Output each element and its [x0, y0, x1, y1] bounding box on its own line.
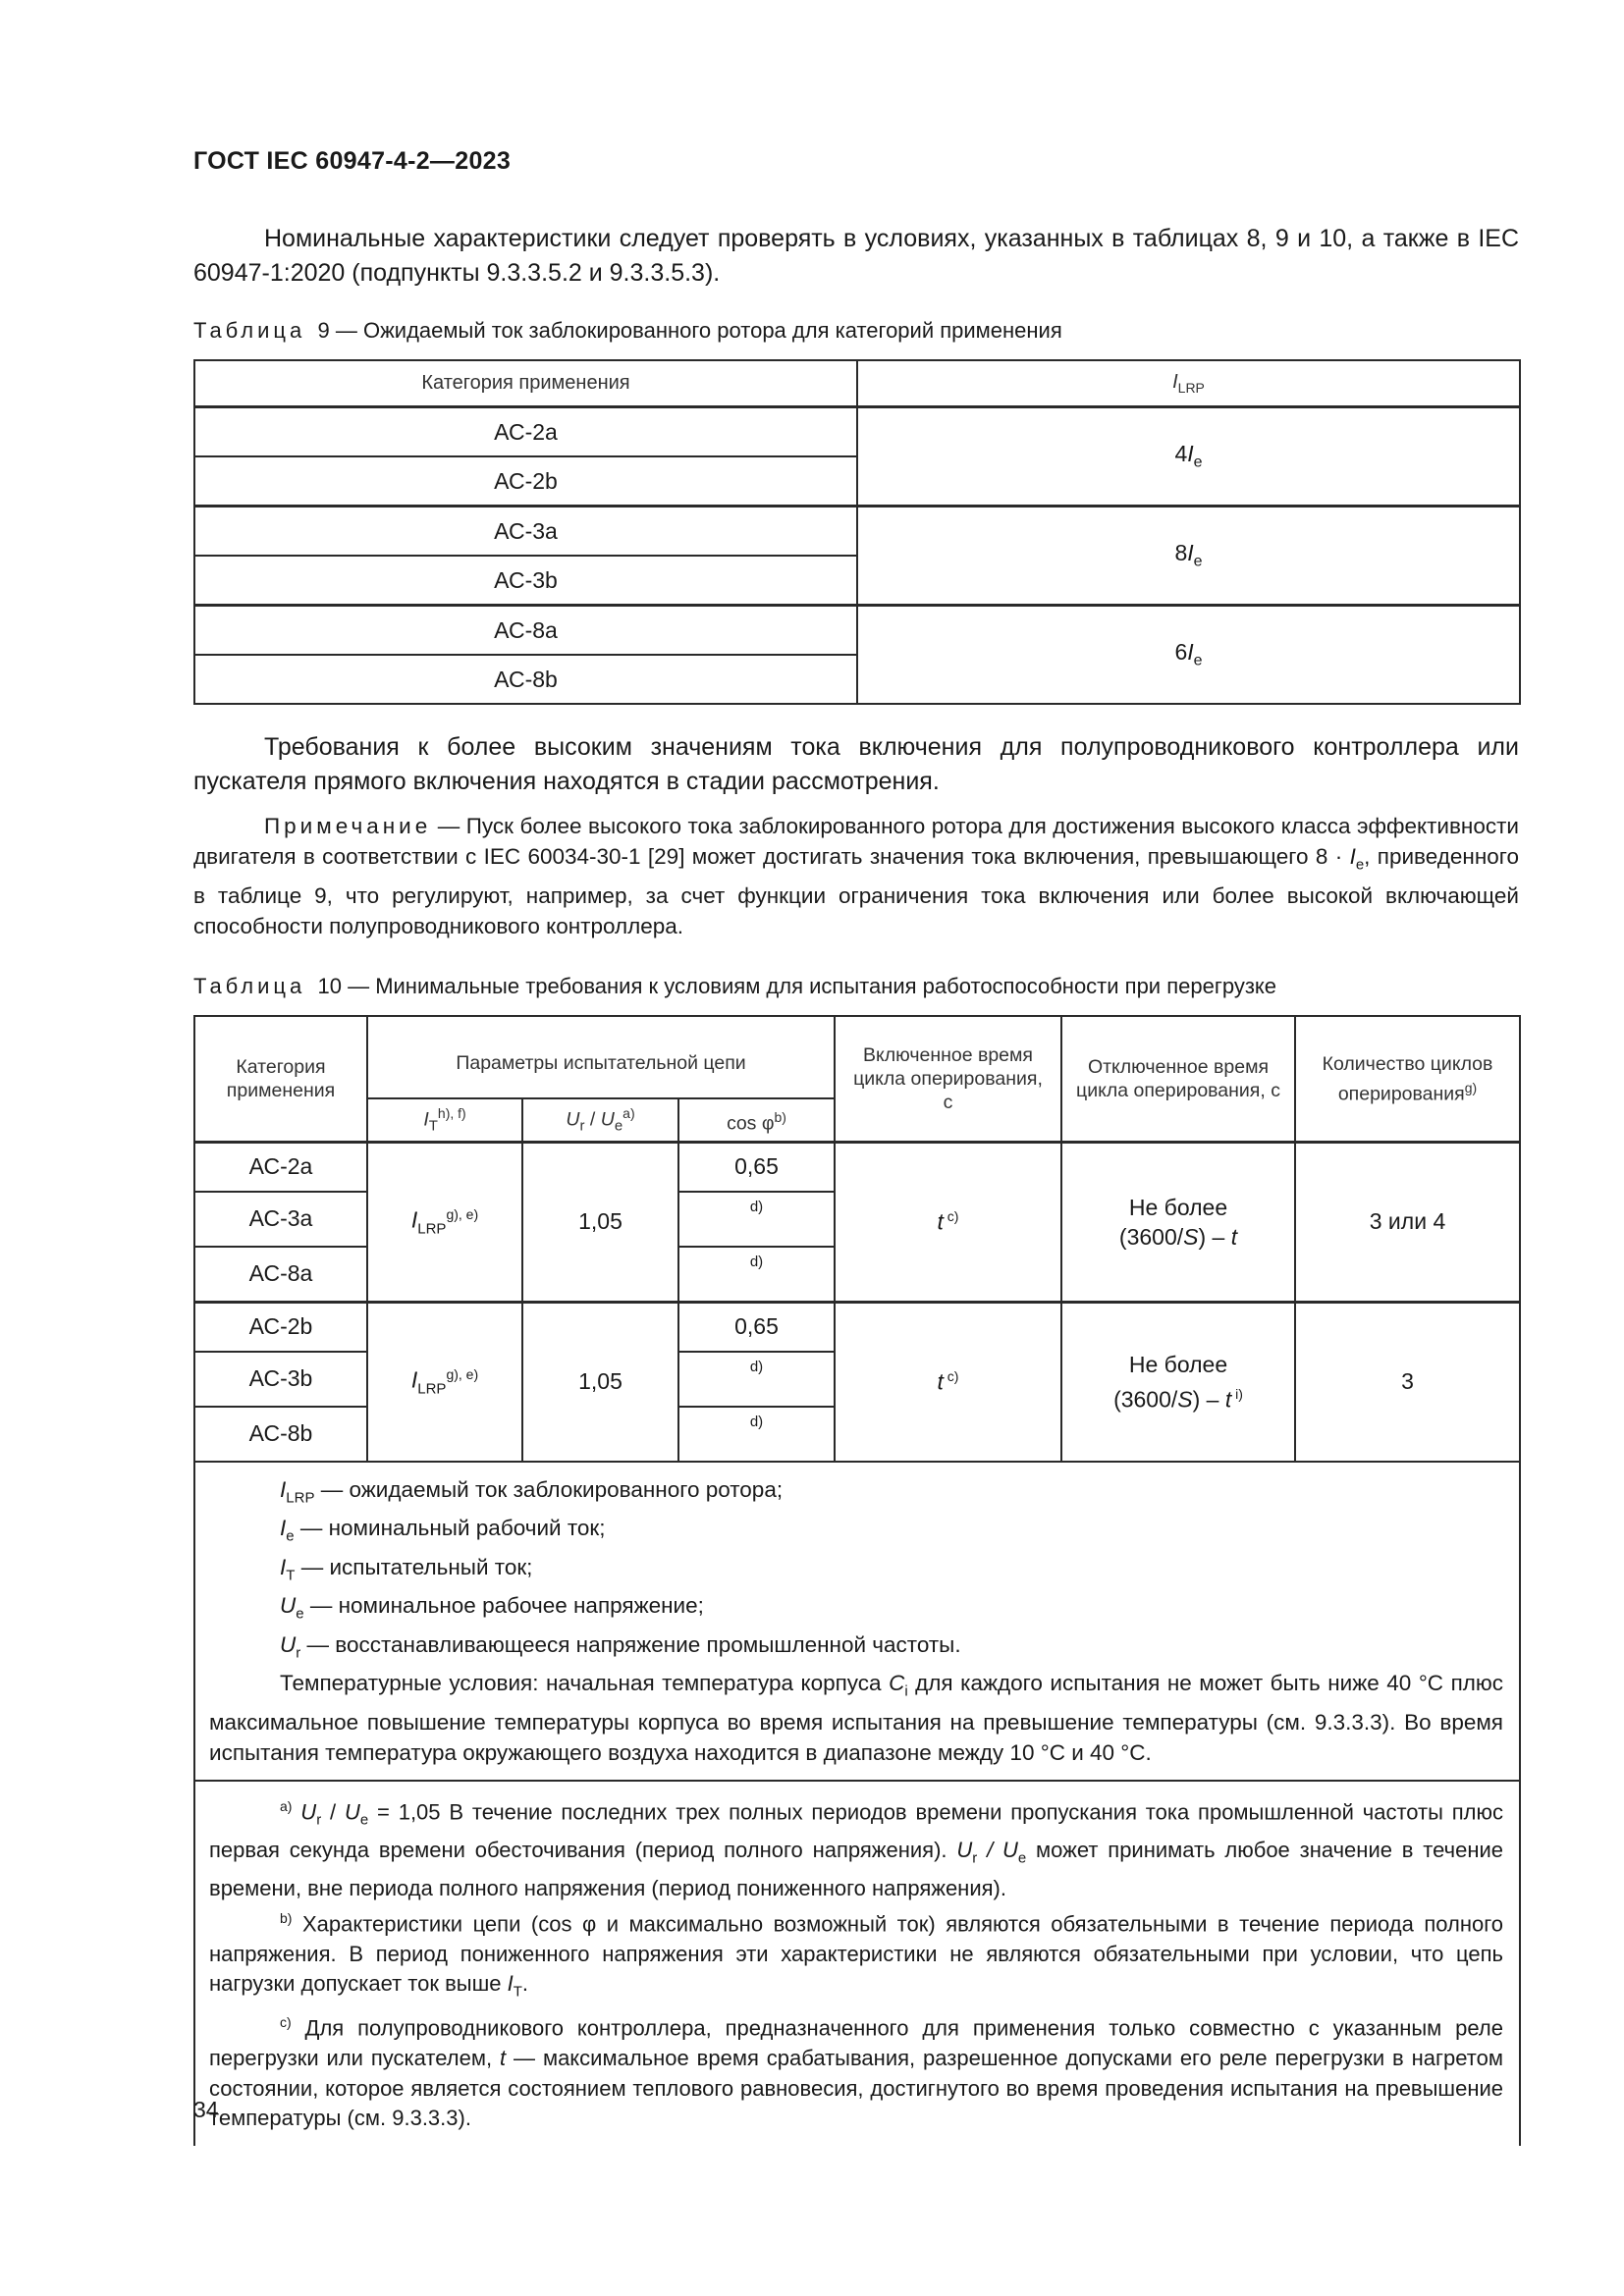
table10-category-cell: АС-8b [194, 1407, 367, 1462]
legend-symbol: U [280, 1593, 297, 1618]
legend-text: — номинальное рабочее напряжение; [303, 1593, 704, 1618]
table10-footnotes-cell [194, 1781, 1520, 2146]
footnote-a [209, 1791, 1503, 1904]
ur-subscript: r [316, 1811, 322, 1829]
temperature-conditions [209, 1668, 1503, 1768]
intro-paragraph-block [193, 222, 1519, 291]
ur-symbol: U [566, 1108, 580, 1131]
table10-header-ratio [522, 1098, 678, 1142]
table10-current-cell [367, 1142, 522, 1302]
requirements-paragraph: Требования к более высоким значениям тока включения для полупроводникового контроллера или пускателя прямого включения находятся в стадии рассмотрения. [193, 733, 1519, 795]
temperature-text-b: для каждого испытания не может быть ниже 40 °С плюс максимальное повышение температуры корпуса во время испытания на превышение температуры (см. 9.3.3.3). Во время испытания температура окружающего воздуха находится в диапазоне между 10 °С и 40 °С. [209, 1671, 1504, 1765]
s-symbol: S [1177, 1386, 1193, 1413]
standard-header: ГОСТ IEC 60947-4-2—2023 [193, 147, 512, 175]
table-row [194, 1302, 1520, 1352]
ur-symbol: U [300, 1798, 317, 1824]
table10-header-params: Параметры испытательной цепи [367, 1016, 835, 1098]
current-subscript: e [1193, 454, 1203, 471]
table9-category-cell: АС-2b [194, 456, 857, 507]
table9-value-cell [857, 606, 1520, 705]
table10-legend-cell [194, 1462, 1520, 1781]
table9 [193, 359, 1521, 705]
ue-symbol: U [1002, 1837, 1018, 1862]
table10-off-time-cell [1061, 1142, 1295, 1302]
table10-header-category: Категория применения [194, 1016, 367, 1142]
cycles-label: Количество циклов оперирования [1322, 1052, 1493, 1104]
ilrp-subscript: LRP [1177, 380, 1205, 396]
table9-header-category: Категория применения [194, 360, 857, 407]
cos-footnote-mark: b) [774, 1108, 786, 1125]
table9-header-row [194, 360, 1520, 407]
temperature-subscript: i [904, 1682, 908, 1700]
table9-category-cell: АС-3а [194, 507, 857, 557]
table10-cos-cell: 0,65 [678, 1142, 835, 1192]
footnote-mark: b) [280, 1910, 293, 1927]
table10-legend-row [194, 1462, 1520, 1781]
t-symbol: t [1230, 1223, 1238, 1250]
t-symbol: t [1224, 1386, 1232, 1413]
ue-symbol: U [344, 1798, 360, 1824]
ilrp-footnote-mark: g), e) [446, 1365, 479, 1382]
ue-subscript: e [359, 1811, 369, 1829]
table10-cos-cell: d) [678, 1192, 835, 1247]
table10-header-off-time: Отключенное время цикла оперирования, с [1061, 1016, 1295, 1142]
table10-category-cell: АС-8а [194, 1247, 367, 1303]
table10-header-cos [678, 1098, 835, 1142]
table10-cycles-cell: 3 [1295, 1302, 1520, 1462]
table9-category-cell: АС-8b [194, 655, 857, 704]
it-subscript: T [513, 1983, 522, 2001]
legend-text: — номинальный рабочий ток; [294, 1516, 606, 1540]
t-symbol: t [937, 1368, 944, 1395]
footnote-b [209, 1903, 1503, 2007]
table9-caption-text: 9 — Ожидаемый ток заблокированного ротора для категорий применения [317, 318, 1062, 343]
legend-subscript: LRP [286, 1489, 315, 1506]
temperature-text-a: Температурные условия: начальная температура корпуса [280, 1671, 890, 1695]
off-time-line1: Не более [1128, 1351, 1228, 1377]
table10-caption [193, 972, 1519, 1001]
legend-subscript: r [296, 1644, 301, 1661]
table10-caption-label: Таблица [193, 974, 306, 998]
note-text-a: — Пуск более высокого тока заблокированного ротора для достижения высокого класса эффективности двигателя в соответствии с IEC 60034-30-1 [29] может достигать значения тока включения, превышающего 8 · [193, 814, 1519, 869]
table9-category-cell: АС-2а [194, 407, 857, 457]
footnote-text: Для полупроводникового контроллера, предназначенного для применения только совместно с указанным реле перегрузки или пускателем, [209, 2015, 1503, 2071]
note-block [193, 811, 1519, 941]
table10-category-cell: АС-2а [194, 1142, 367, 1192]
footnote-text: может принимать любое значение в течение времени, вне периода полного напряжения (период пониженного напряжения). [209, 1837, 1503, 1900]
table10-header-cycles [1295, 1016, 1520, 1142]
table10-header-it [367, 1098, 522, 1142]
table9-caption-label: Таблица [193, 318, 306, 343]
table10-header-row-1 [194, 1016, 1520, 1098]
multiplier: 8 [1174, 540, 1188, 566]
t-footnote-mark: c) [943, 1207, 959, 1224]
table9-category-cell: АС-8а [194, 606, 857, 656]
legend-item [209, 1552, 1503, 1591]
table9-wrapper [193, 359, 1519, 705]
page-number: 34 [193, 2097, 219, 2122]
ur-symbol: U [956, 1837, 973, 1862]
table10-ratio-cell: 1,05 [522, 1302, 678, 1462]
table10-cos-cell: d) [678, 1407, 835, 1462]
legend-text: — испытательный ток; [295, 1554, 533, 1579]
note-label: Примечание [264, 814, 432, 838]
note-symbol: I [1349, 844, 1356, 869]
current-symbol: I [1187, 441, 1194, 467]
current-subscript: e [1193, 652, 1203, 669]
table10-cycles-cell: 3 или 4 [1295, 1142, 1520, 1302]
footnote-c [209, 2007, 1503, 2133]
current-symbol: I [1187, 540, 1194, 566]
cycles-footnote-mark: g) [1464, 1079, 1478, 1095]
footnote-mark: c) [280, 2014, 292, 2031]
footnote-mark: a) [280, 1797, 293, 1814]
table10-category-cell: АС-2b [194, 1302, 367, 1352]
table10-current-cell [367, 1302, 522, 1462]
footnote-text: Характеристики цепи (cos φ и максимально возможный ток) являются обязательными в течение периода полного напряжения. В период пониженного напряжения эти характеристики не являются обязательными при условии, что цепь нагрузки допускает ток выше [209, 1911, 1503, 1997]
legend-subscript: e [286, 1527, 295, 1545]
ilrp-symbol: I [410, 1366, 418, 1393]
legend-text: — восстанавливающееся напряжение промышленной частоты. [300, 1631, 961, 1657]
ue-subscript: e [1017, 1849, 1027, 1867]
table10-category-cell: АС-3а [194, 1192, 367, 1247]
table9-header-ilrp [857, 360, 1520, 407]
multiplier: 6 [1174, 639, 1188, 666]
ilrp-symbol: I [410, 1206, 418, 1233]
table10-on-time-cell [835, 1302, 1061, 1462]
ilrp-symbol: I [1172, 371, 1178, 393]
table-row [194, 606, 1520, 656]
footnote-text: = 1,05 В течение последних трех полных периодов времени пропускания тока промышленной частоты плюс первая секунда времени обесточивания (период полного напряжения). [209, 1798, 1503, 1862]
table-row [194, 1142, 1520, 1192]
s-symbol: S [1183, 1223, 1199, 1250]
ilrp-footnote-mark: g), e) [446, 1205, 479, 1222]
it-symbol: I [423, 1108, 429, 1131]
ur-subscript: r [579, 1117, 585, 1135]
ratio-slash: / [321, 1798, 345, 1824]
legend-subscript: T [286, 1567, 296, 1583]
table9-value-cell [857, 407, 1520, 507]
table10-ratio-cell: 1,05 [522, 1142, 678, 1302]
t-symbol: t [499, 2046, 507, 2071]
it-subscript: T [428, 1117, 438, 1135]
legend-item [209, 1629, 1503, 1669]
table-row [194, 507, 1520, 557]
t-footnote-mark: c) [943, 1367, 959, 1384]
table-row [194, 407, 1520, 457]
requirements-paragraph-block [193, 730, 1519, 799]
ue-subscript: e [614, 1117, 623, 1135]
legend-symbol: U [280, 1631, 297, 1657]
off-time-open: (3600/ [1113, 1386, 1178, 1413]
ratio-slash: / [977, 1837, 1002, 1862]
table10-footnotes-row [194, 1781, 1520, 2146]
ur-subscript: r [972, 1849, 978, 1867]
ratio-slash: / [584, 1108, 601, 1131]
table10-wrapper [193, 1015, 1519, 2146]
ilrp-subscript: LRP [417, 1220, 447, 1238]
legend-symbol: I [280, 1476, 287, 1502]
table10-off-time-cell [1061, 1302, 1295, 1462]
legend-symbol: I [280, 1516, 287, 1540]
table9-value-cell [857, 507, 1520, 606]
multiplier: 4 [1174, 441, 1188, 467]
ratio-footnote-mark: a) [623, 1105, 635, 1122]
intro-paragraph: Номинальные характеристики следует проверять в условиях, указанных в таблицах 8, 9 и 10, а также в IEC 60947-1:2020 (подпункты 9.3.3.5.2 и 9.3.3.5.3). [193, 225, 1519, 287]
table9-category-cell: АС-3b [194, 556, 857, 606]
note-text-b: , приведенного в таблице 9, что регулируют, например, за счет функции ограничения тока включения или более высокой включающей способности полупроводникового контроллера. [193, 844, 1519, 938]
note-subscript: e [1355, 856, 1365, 874]
it-symbol: I [507, 1971, 514, 1997]
legend-text: — ожидаемый ток заблокированного ротора; [314, 1476, 784, 1502]
table10-cos-cell: 0,65 [678, 1302, 835, 1352]
cos-label: cos φ [727, 1112, 775, 1134]
table10 [193, 1015, 1521, 2146]
current-subscript: e [1193, 553, 1203, 570]
legend-item [209, 1513, 1503, 1552]
note-paragraph [193, 811, 1519, 941]
legend-subscript: e [296, 1605, 304, 1623]
ue-symbol: U [600, 1108, 615, 1131]
table10-caption-text: 10 — Минимальные требования к условиям для испытания работоспособности при перегрузке [317, 974, 1277, 998]
table10-cos-cell: d) [678, 1352, 835, 1407]
table10-category-cell: АС-3b [194, 1352, 367, 1407]
footnote-text: — максимальное время срабатывания, разрешенное допусками его реле перегрузки в нагретом состоянии, которое является состоянием теплового равновесия, достигнутого во время проведения испытания на превышение температуры (см. 9.3.3.3). [209, 2046, 1503, 2131]
current-symbol: I [1187, 639, 1194, 666]
off-time-close: ) – [1192, 1386, 1225, 1413]
footnote-text: . [521, 1971, 529, 1997]
legend-symbol: I [280, 1554, 287, 1579]
off-time-footnote-mark: i) [1231, 1385, 1243, 1402]
table9-caption [193, 316, 1519, 346]
off-time-line1: Не более [1128, 1194, 1228, 1220]
table10-cos-cell: d) [678, 1247, 835, 1303]
ilrp-subscript: LRP [417, 1380, 447, 1398]
off-time-close: ) – [1198, 1223, 1231, 1250]
table10-header-on-time: Включенное время цикла оперирования, с [835, 1016, 1061, 1142]
temperature-symbol: C [889, 1671, 905, 1695]
t-symbol: t [937, 1208, 944, 1235]
off-time-open: (3600/ [1118, 1223, 1184, 1250]
legend-item [209, 1590, 1503, 1629]
legend-item [209, 1474, 1503, 1514]
table10-on-time-cell [835, 1142, 1061, 1302]
it-footnote-mark: h), f) [437, 1105, 466, 1122]
